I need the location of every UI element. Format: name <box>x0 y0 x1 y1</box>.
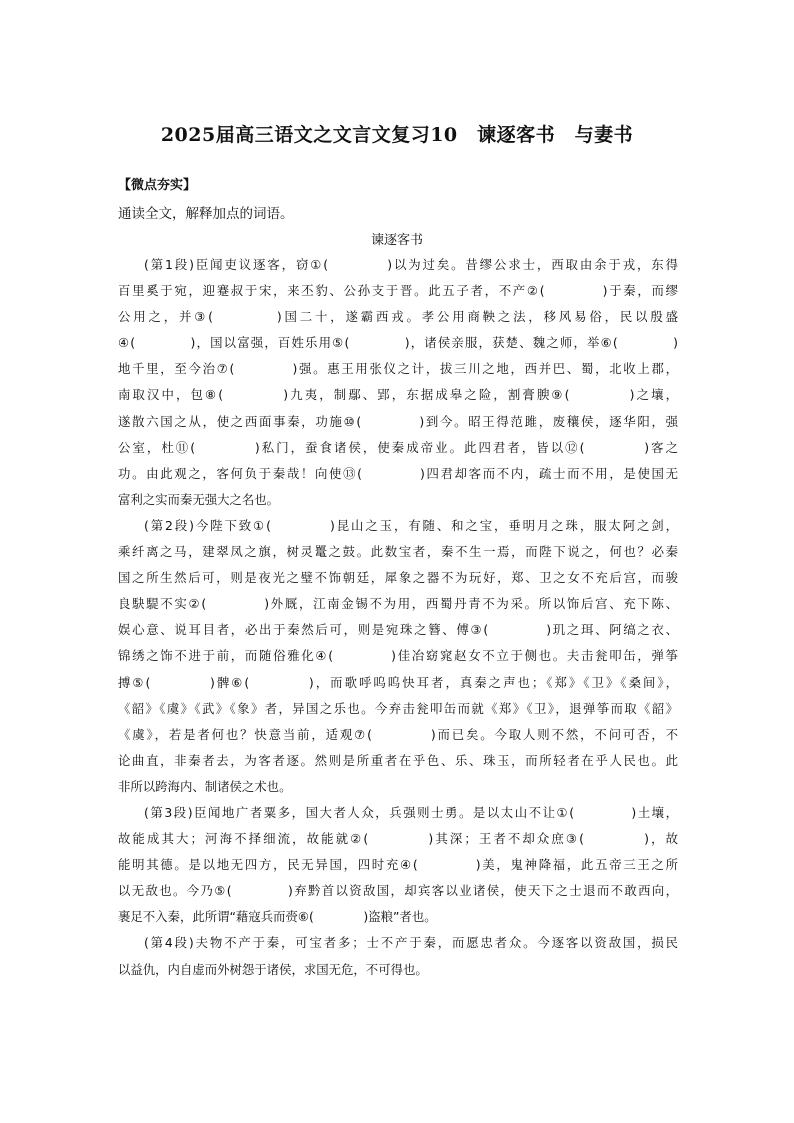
paragraph-line: 以益仇，内自虚而外树怨于诸侯，求国无危，不可得也。 <box>118 961 428 977</box>
paragraph-line: ④( )，国以富强，百姓乐用⑤( )，诸侯亲服，获楚、魏之师，举⑥( ) <box>118 335 678 351</box>
paragraph-line: 良駃騠不实②( )外厩，江南金锡不为用，西蜀丹青不为采。所以饰后宫、充下陈、 <box>118 596 678 612</box>
paragraph-line: 《韶》《虞》《武》《象》者，异国之乐也。今弃击瓮叩缶而就《郑》《卫》，退弹筝而取《韶》 <box>118 700 678 716</box>
paragraph-line: 搏⑤( )髀⑥( )，而歌呼呜呜快耳者，真秦之声也；《郑》《卫》《桑间》， <box>118 674 678 690</box>
paragraph-line: 论曲直，非秦者去，为客者逐。然则是所重者在乎色、乐、珠玉，而所轻者在乎人民也。此 <box>118 752 678 768</box>
paragraph-line: 地千里，至今治⑦( )强。惠王用张仪之计，拔三川之地，西并巴、蜀，北收上郡， <box>118 361 678 377</box>
paragraph-line: (第1段)臣闻吏议逐客，窃①( )以为过矣。昔缪公求士，西取由余于戎，东得 <box>144 257 678 272</box>
paragraph-line: 公用之，并③( )国二十，遂霸西戎。孝公用商鞅之法，移风易俗，民以殷盛 <box>118 309 678 325</box>
paragraph-line: 南取汉中，包⑧( )九夷，制鄢、郢，东据成皋之险，割膏腴⑨( )之壤， <box>118 387 678 403</box>
paragraph-4 <box>118 930 678 982</box>
paragraph-line: 乘纤离之马，建翠凤之旗，树灵鼍之鼓。此数宝者，秦不生一焉，而陛下说之，何也？必秦 <box>118 544 678 560</box>
paragraph-line: (第3段)臣闻地广者粟多，国大者人众，兵强则士勇。是以太山不让①( )土壤， <box>144 804 678 820</box>
paragraph-line: 国之所生然后可，则是夜光之璧不饰朝廷，犀象之器不为玩好，郑、卫之女不充后宫，而骏 <box>118 570 678 586</box>
paragraph-line: 娱心意、说耳目者，必出于秦然后可，则是宛珠之簪、傅③( )玑之珥、阿缟之衣、 <box>118 622 678 638</box>
instruction-text: 通读全文，解释加点的词语。 <box>118 206 294 222</box>
paragraph-line: 故能成其大；河海不择细流，故能就②( )其深；王者不却众庶③( )，故 <box>118 831 678 847</box>
paragraph-line: (第2段)今陛下致①( )昆山之玉，有随、和之宝，垂明月之珠，服太阿之剑， <box>144 517 678 533</box>
paragraph-line: (第4段)夫物不产于秦，可宝者多；士不产于秦，而愿忠者众。今逐客以资敌国，损民 <box>144 935 678 951</box>
paragraph-line: 功。由此观之，客何负于秦哉！向使⑬( )四君却客而不内，疏士而不用，是使国无 <box>118 465 678 481</box>
paragraph-line: 百里奚于宛，迎蹇叔于宋，来丕豹、公孙支于晋。此五子者，不产②( )于秦，而缪 <box>118 283 678 299</box>
paragraph-line: 公室，杜⑪( )私门，蚕食诸侯，使秦成帝业。此四君者，皆以⑫( )客之 <box>118 439 678 455</box>
paragraph-3 <box>118 800 678 930</box>
paragraph-line: 《虞》，若是者何也？快意当前，适观⑦( )而已矣。今取人则不然，不问可否，不 <box>118 726 678 742</box>
paragraph-1 <box>118 252 678 513</box>
passage-body <box>118 252 678 983</box>
passage-title: 谏逐客书 <box>370 233 423 248</box>
section-heading: 【微点夯实】 <box>118 178 197 193</box>
paragraph-line: 能明其德。是以地无四方，民无异国，四时充④( )美，鬼神降福，此五帝三王之所 <box>118 857 678 873</box>
paragraph-line: 以无敌也。今乃⑤( )弃黔首以资敌国，却宾客以业诸侯，使天下之士退而不敢西向， <box>118 883 678 899</box>
paragraph-line: 裹足不入秦，此所谓“藉寇兵而赍⑥( )盗粮”者也。 <box>118 909 437 925</box>
paragraph-line: 锦绣之饰不进于前，而随俗雅化④( )佳冶窈窕赵女不立于侧也。夫击瓮叩缶，弹筝 <box>118 648 678 664</box>
paragraph-2 <box>118 513 678 800</box>
document-title: 2025届高三语文之文言文复习10 谏逐客书 与妻书 <box>160 124 634 146</box>
paragraph-line: 非所以跨海内、制诸侯之术也。 <box>118 778 292 794</box>
paragraph-line: 遂散六国之从，使之西面事秦，功施⑩( )到今。昭王得范雎，废穰侯，逐华阳，强 <box>118 413 678 429</box>
paragraph-line: 富利之实而秦无强大之名也。 <box>118 491 280 507</box>
